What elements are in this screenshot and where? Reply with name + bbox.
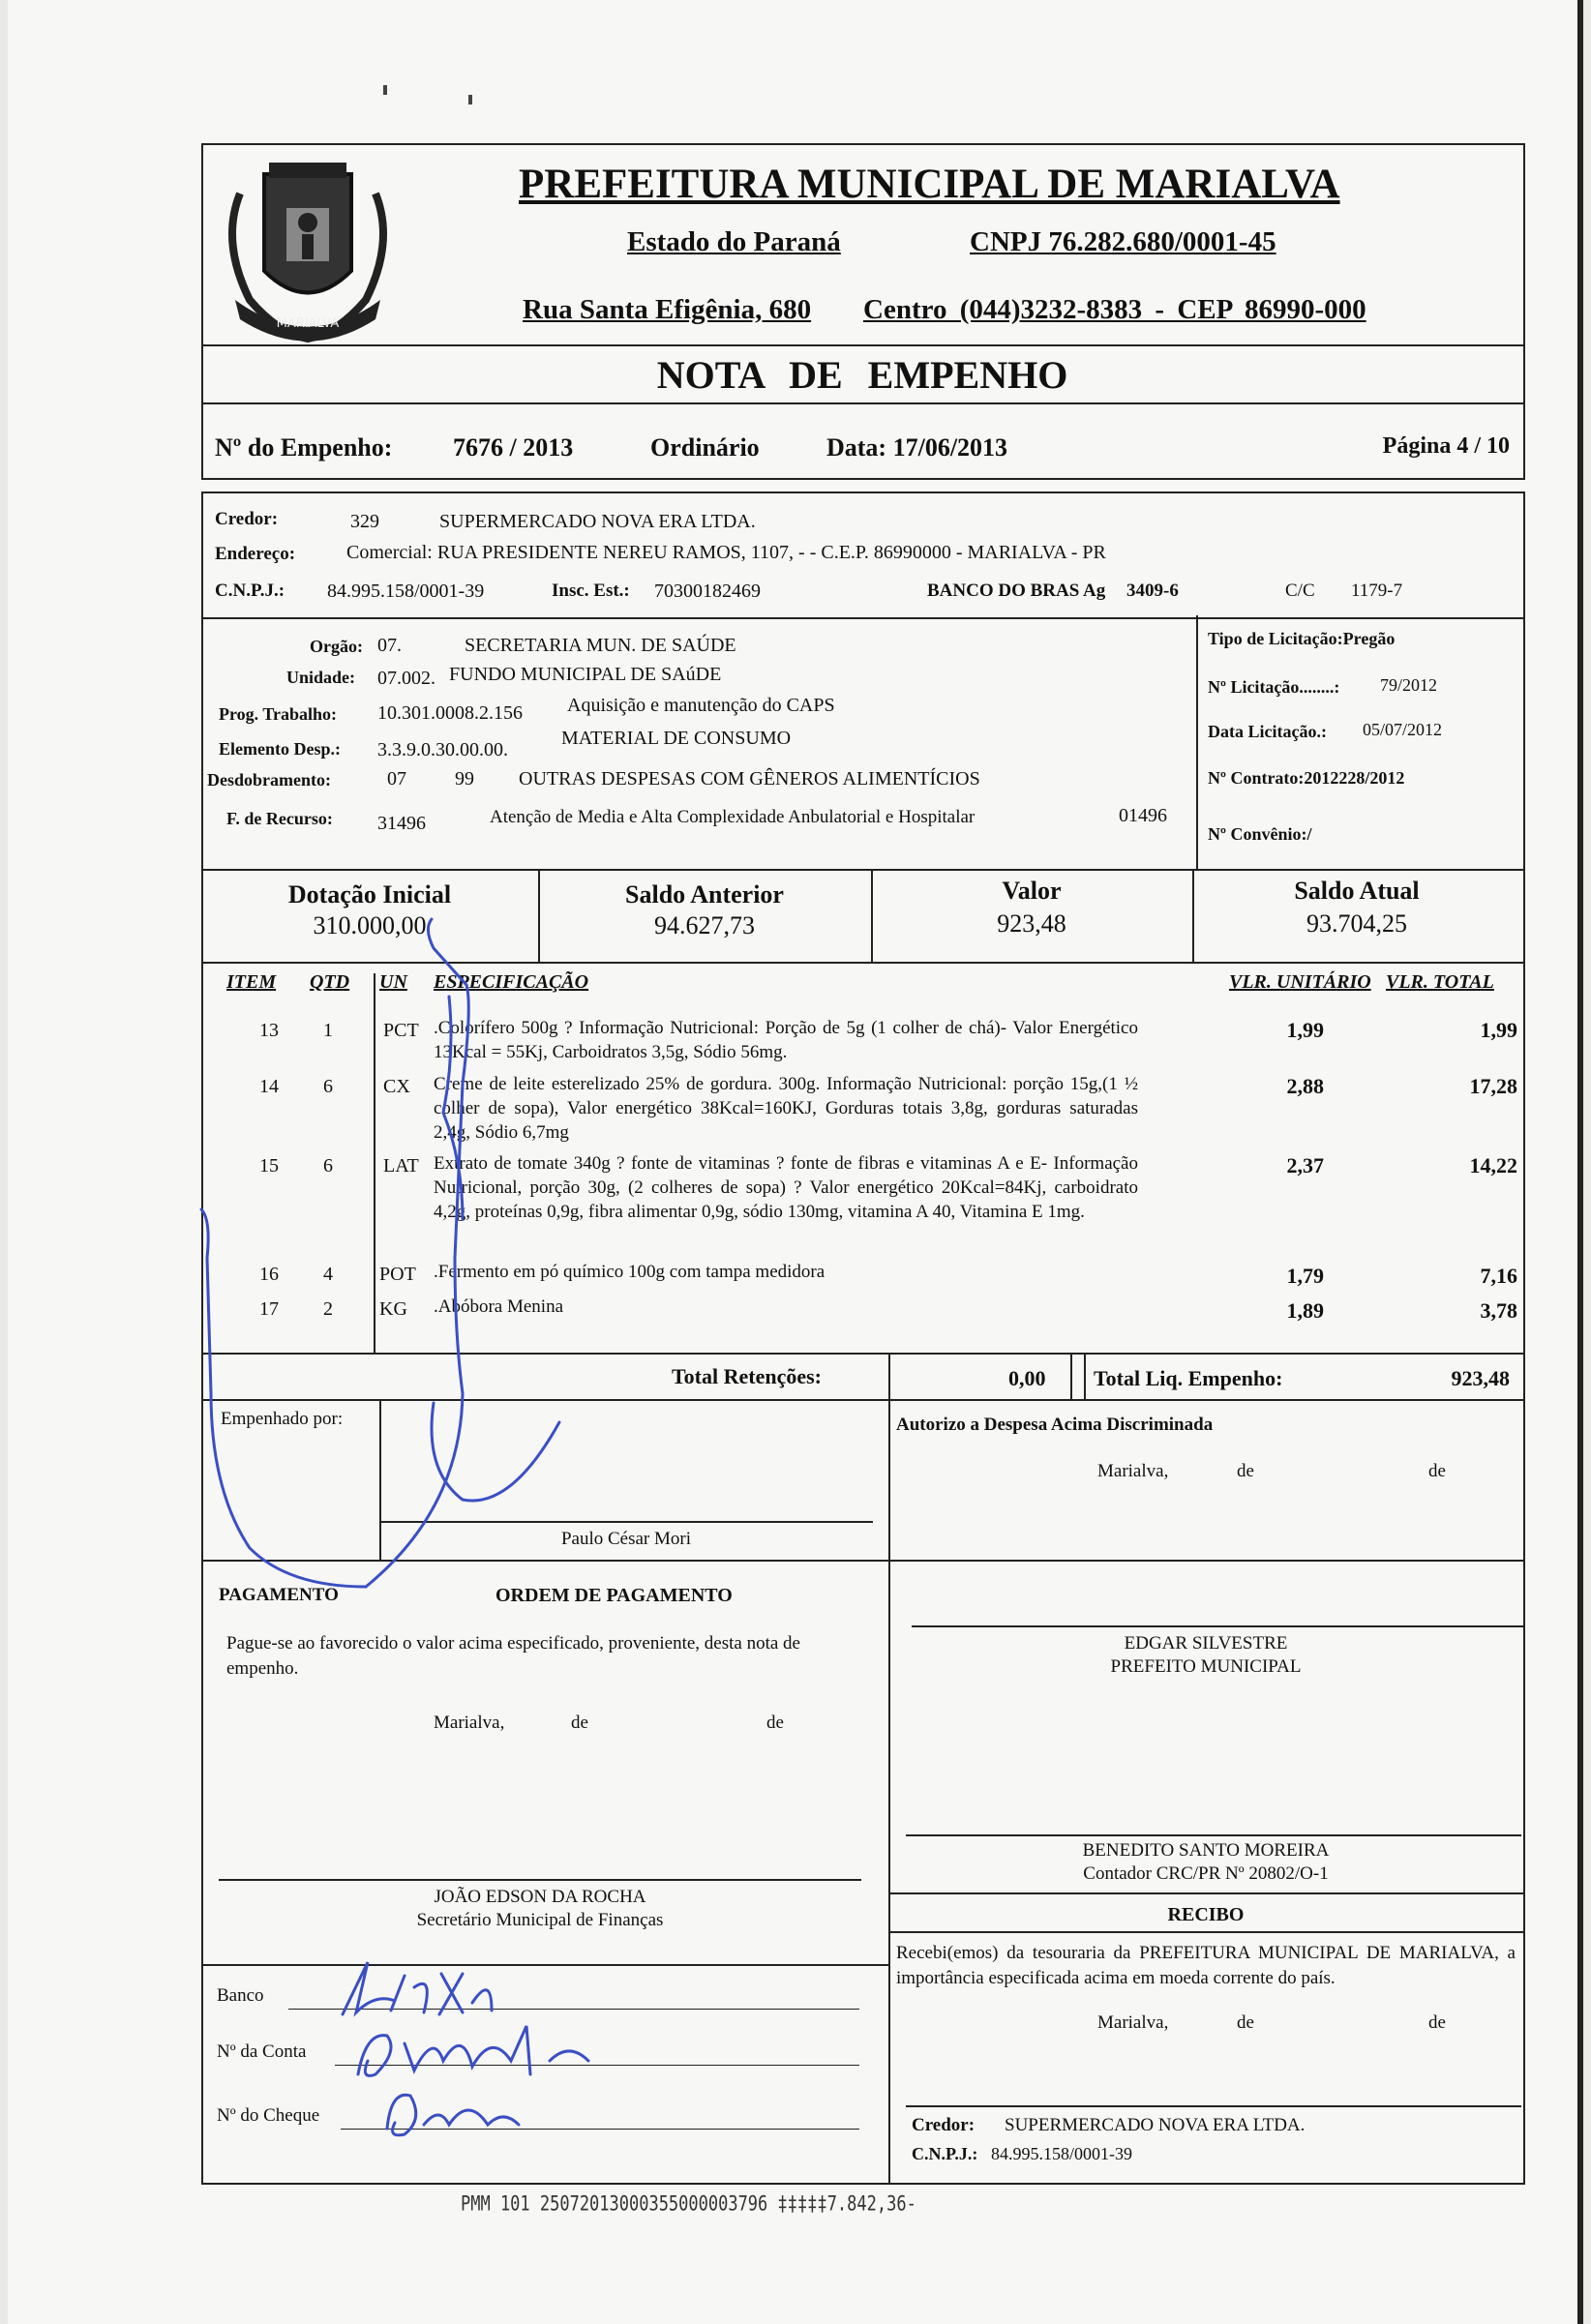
- table-row-unit-price: 1,99: [1286, 1018, 1324, 1042]
- credor-code: 329: [350, 511, 379, 532]
- table-row-spec: Extrato de tomate 340g ? fonte de vitaminas ? fonte de fibras e vitaminas A e E- Informação Nutricional, porção 30g, (2 colheres de sopa) ? Valor energético 20Kcal=84Kj, carboidrato 4,2g, proteínas 0,9g, fibra alimentar 0,9g, sódio 130mg, vitamina A 40, Vitamina E 1mg.: [434, 1153, 1138, 1222]
- header-un: UN: [379, 971, 407, 993]
- licitacao-numero: 79/2012: [1380, 675, 1438, 695]
- secretario-role: Secretário Municipal de Finanças: [416, 1910, 664, 1930]
- dotacao-value: 310.000,00: [313, 911, 427, 939]
- table-row-unit-price: 1,89: [1286, 1298, 1324, 1323]
- empenho-type: Ordinário: [650, 433, 760, 462]
- header-unit-price: VLR. UNITÁRIO: [1229, 971, 1371, 993]
- contador-name: BENEDITO SANTO MOREIRA: [1082, 1840, 1330, 1861]
- recibo-place: Marialva,: [1097, 2012, 1169, 2033]
- recibo-title: RECIBO: [1167, 1904, 1245, 1925]
- licitacao-contrato: Nº Contrato:2012228/2012: [1208, 768, 1405, 788]
- orgao-name: SECRETARIA MUN. DE SAÚDE: [465, 635, 736, 656]
- cnpj-label: CNPJ 76.282.680/0001-45: [970, 226, 1276, 257]
- table-row-total: 14,22: [1469, 1153, 1517, 1177]
- fonte-label: F. de Recurso:: [226, 809, 333, 828]
- total-liquido-value: 923,48: [1451, 1366, 1510, 1390]
- recibo-cnpj: 84.995.158/0001-39: [991, 2144, 1132, 2163]
- elemento-name: MATERIAL DE CONSUMO: [561, 728, 792, 749]
- table-row-item: 13: [259, 1020, 279, 1041]
- table-row-spec: .Fermento em pó químico 100g com tampa medidora: [434, 1262, 826, 1282]
- unidade-code: 07.002.: [377, 668, 435, 689]
- credor-address: Comercial: RUA PRESIDENTE NEREU RAMOS, 1107, - - C.E.P. 86990000 - MARIALVA - PR: [346, 542, 1106, 563]
- table-row-qtd: 2: [323, 1298, 333, 1320]
- desdobramento-code-b: 99: [455, 768, 474, 790]
- credor-agency: 3409-6: [1126, 581, 1179, 601]
- recibo-text: Recebi(emos) da tesouraria da PREFEITURA MUNICIPAL DE MARIALVA, a importância especificada acima em moeda corrente do país.: [896, 1943, 1516, 1988]
- saldo-anterior-label: Saldo Anterior: [625, 880, 784, 909]
- autorizo-de: de: [1428, 1461, 1446, 1481]
- pagamento-place: Marialva,: [434, 1713, 505, 1733]
- city-title: PREFEITURA MUNICIPAL DE MARIALVA: [519, 162, 1340, 207]
- fonte-code-2: 01496: [1119, 805, 1167, 826]
- recibo-de: de: [1237, 2012, 1254, 2033]
- licitacao-data: 05/07/2012: [1363, 720, 1443, 739]
- licitacao-convenio: Nº Convênio:/: [1208, 824, 1312, 844]
- table-row-item: 16: [259, 1264, 279, 1285]
- table-row-spec: .Abóbora Menina: [434, 1296, 564, 1317]
- dotacao-label: Dotação Inicial: [287, 880, 452, 909]
- prog-code: 10.301.0008.2.156: [377, 702, 523, 724]
- retencoes-value: 0,00: [1008, 1366, 1046, 1390]
- elemento-code: 3.3.9.0.30.00.00.: [377, 739, 508, 760]
- recibo-credor-label: Credor:: [912, 2115, 976, 2135]
- fonte-name: Atenção de Media e Alta Complexidade Anbulatorial e Hospitalar: [490, 807, 976, 827]
- prefeito-name: EDGAR SILVESTRE: [1124, 1633, 1288, 1654]
- table-row-total: 3,78: [1480, 1298, 1517, 1323]
- orgao-code: 07.: [377, 635, 402, 656]
- saldo-atual-label: Saldo Atual: [1294, 877, 1420, 905]
- unidade-name: FUNDO MUNICIPAL DE SAúDE: [449, 664, 722, 685]
- header-spec: ESPECIFICAÇÃO: [434, 971, 589, 993]
- address-2-label: Centro (044)3232-8383 - CEP 86990-000: [863, 294, 1366, 325]
- table-row-spec: Creme de leite esterelizado 25% de gordura. 300g. Informação Nutricional: porção 15g,(1 ½ colher de sopa), Valor energético 38Kcal=160KJ, Gorduras totais 3,8g, gorduras saturadas 2,4g, Sódio 6,7mg: [434, 1074, 1138, 1143]
- table-row-unit-price: 2,88: [1286, 1074, 1324, 1098]
- pagamento-de: de: [571, 1713, 588, 1733]
- table-row-unit-price: 2,37: [1286, 1153, 1324, 1177]
- autorizo-de: de: [1237, 1461, 1254, 1481]
- table-row-qtd: 6: [323, 1076, 333, 1097]
- ordem-pagamento-label: ORDEM DE PAGAMENTO: [495, 1585, 733, 1606]
- table-row-total: 7,16: [1480, 1264, 1517, 1288]
- recibo-cnpj-label: C.N.P.J.:: [912, 2144, 978, 2163]
- unidade-label: Unidade:: [286, 668, 356, 687]
- desdobramento-name: OUTRAS DESPESAS COM GÊNEROS ALIMENTÍCIOS: [519, 768, 980, 790]
- empenho-date: Data: 17/06/2013: [826, 433, 1008, 462]
- autorizo-label: Autorizo a Despesa Acima Discriminada: [896, 1415, 1214, 1435]
- credor-ie: 70300182469: [654, 581, 761, 602]
- credor-name: SUPERMERCADO NOVA ERA LTDA.: [439, 511, 756, 532]
- banco-label: Banco: [217, 1985, 264, 2006]
- table-row-total: 1,99: [1480, 1018, 1517, 1042]
- document-page: [8, 0, 1583, 2324]
- handwriting-overlay: [8, 0, 1577, 2324]
- table-row-spec: .Colorífero 500g ? Informação Nutricional: Porção de 5g (1 colher de chá)- Valor Energético 13Kcal = 55Kj, Carboidratos 3,5g, Sódio 56mg.: [434, 1018, 1138, 1062]
- valor-label: Valor: [1002, 877, 1062, 905]
- svg-text:MARIALVA: MARIALVA: [276, 316, 340, 331]
- conta-label: Nº da Conta: [217, 2041, 307, 2062]
- retencoes-label: Total Retenções:: [672, 1364, 822, 1388]
- secretario-name: JOÃO EDSON DA ROCHA: [434, 1887, 646, 1907]
- empenhado-label: Empenhado por:: [221, 1409, 344, 1429]
- table-row-qtd: 4: [323, 1264, 333, 1285]
- prog-name: Aquisição e manutenção do CAPS: [567, 695, 835, 716]
- empenho-number: 7676 / 2013: [453, 433, 574, 462]
- table-row-un: PCT: [383, 1020, 419, 1041]
- address-label: Rua Santa Efigênia, 680: [523, 294, 812, 325]
- cc-label: C/C: [1285, 581, 1315, 601]
- fonte-code: 31496: [377, 813, 426, 834]
- cheque-label: Nº do Cheque: [217, 2105, 320, 2126]
- pagamento-label: PAGAMENTO: [219, 1585, 339, 1605]
- autorizo-place: Marialva,: [1097, 1461, 1169, 1481]
- orgao-label: Orgão:: [310, 637, 363, 656]
- state-label: Estado do Paraná: [627, 226, 841, 257]
- table-row-item: 15: [259, 1155, 279, 1177]
- saldo-anterior-value: 94.627,73: [654, 911, 755, 939]
- table-row-un: POT: [379, 1264, 416, 1285]
- prefeito-role: PREFEITO MUNICIPAL: [1110, 1656, 1302, 1677]
- table-row-un: CX: [383, 1076, 410, 1097]
- credor-cc: 1179-7: [1351, 581, 1403, 601]
- pagamento-text: Pague-se ao favorecido o valor acima especificado, proveniente, desta nota de empenho.: [226, 1633, 800, 1679]
- recibo-de: de: [1428, 2012, 1446, 2033]
- pagamento-de: de: [766, 1713, 784, 1733]
- prog-label: Prog. Trabalho:: [219, 704, 338, 724]
- desdobramento-label: Desdobramento:: [207, 770, 331, 790]
- contador-role: Contador CRC/PR Nº 20802/O-1: [1083, 1863, 1329, 1884]
- desdobramento-code-a: 07: [387, 768, 406, 790]
- table-row-qtd: 1: [323, 1020, 333, 1041]
- table-row-unit-price: 1,79: [1286, 1264, 1324, 1288]
- licitacao-tipo: Tipo de Licitação:Pregão: [1208, 629, 1396, 648]
- cnpj-label: C.N.P.J.:: [215, 581, 285, 601]
- valor-value: 923,48: [997, 909, 1066, 938]
- ie-label: Insc. Est.:: [552, 581, 630, 601]
- credor-cnpj: 84.995.158/0001-39: [327, 581, 485, 602]
- licitacao-numero-label: Nº Licitação........:: [1208, 677, 1340, 697]
- footer-code: PMM 101 25072013000355000003796 ‡‡‡‡‡7.842,36-: [461, 2191, 916, 2217]
- table-row-item: 14: [259, 1076, 279, 1097]
- document-title: NOTA DE EMPENHO: [656, 353, 1068, 397]
- table-row-total: 17,28: [1469, 1074, 1517, 1098]
- credor-label: Credor:: [215, 509, 279, 529]
- empenho-number-label: Nº do Empenho:: [215, 433, 393, 462]
- header-total: VLR. TOTAL: [1386, 971, 1494, 993]
- saldo-atual-value: 93.704,25: [1306, 909, 1407, 938]
- header-qtd: QTD: [310, 971, 350, 993]
- table-row-un: LAT: [383, 1155, 419, 1177]
- address-label: Endereço:: [215, 544, 296, 564]
- elemento-label: Elemento Desp.:: [219, 739, 341, 759]
- empenhado-signer: Paulo César Mori: [560, 1529, 692, 1549]
- table-row-item: 17: [259, 1298, 279, 1320]
- page-number: Página 4 / 10: [1382, 433, 1510, 459]
- table-row-un: KG: [379, 1298, 407, 1320]
- total-liquido-label: Total Liq. Empenho:: [1094, 1366, 1283, 1390]
- header-item: ITEM: [226, 971, 277, 993]
- recibo-credor: SUPERMERCADO NOVA ERA LTDA.: [1005, 2115, 1306, 2135]
- table-row-qtd: 6: [323, 1155, 333, 1177]
- licitacao-data-label: Data Licitação.:: [1208, 722, 1327, 741]
- credor-bank: BANCO DO BRAS Ag: [927, 581, 1106, 601]
